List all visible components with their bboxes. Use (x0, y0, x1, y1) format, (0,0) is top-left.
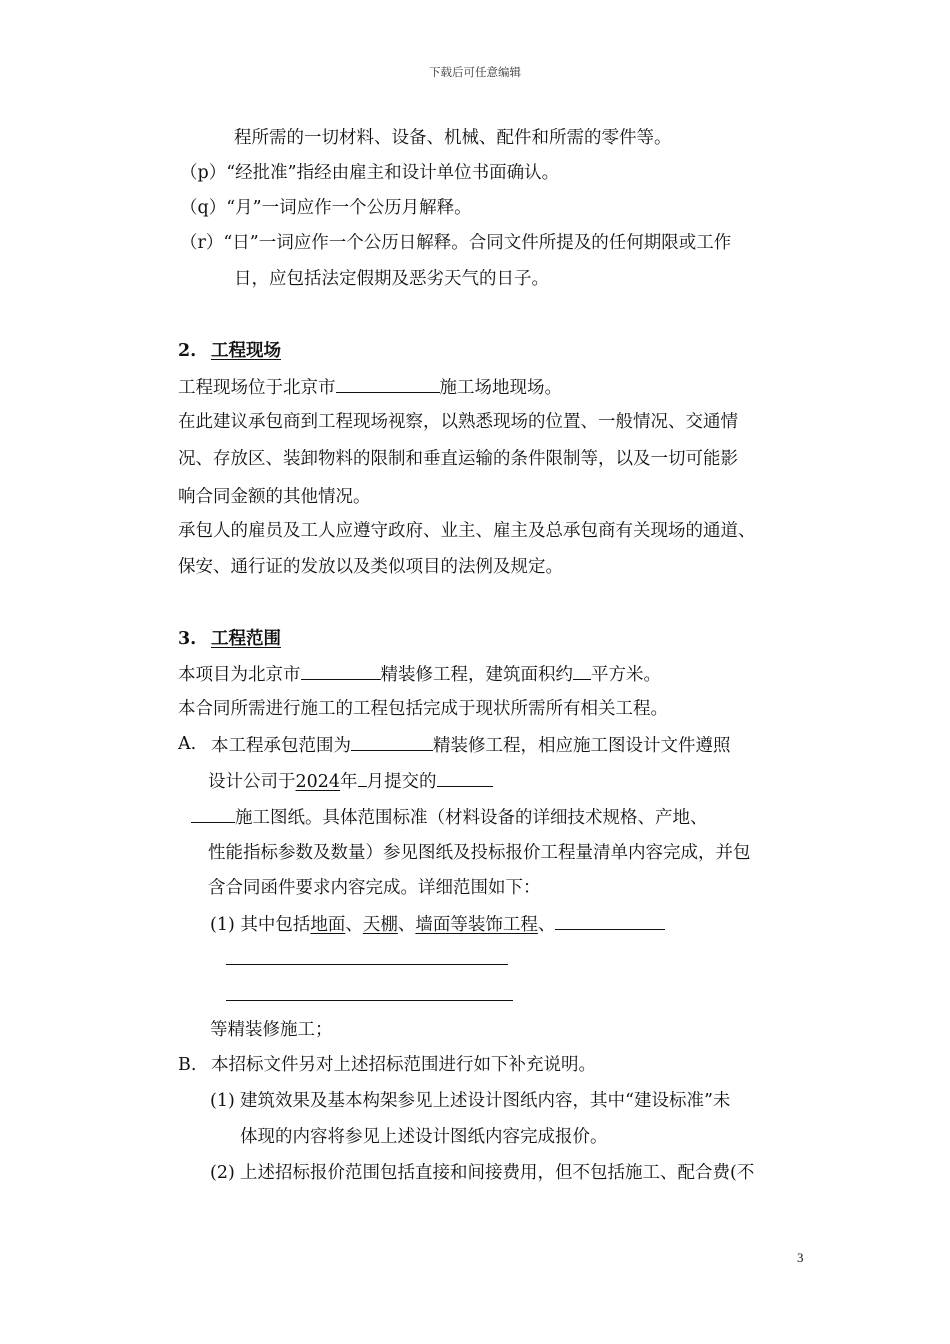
item-a-line-2 (208, 768, 493, 794)
item-a-text: 本工程承包范围为 (211, 736, 351, 756)
drawing-blank (437, 768, 493, 787)
wall-item: 墙面等装饰工程 (415, 915, 538, 935)
item-b1-number: (1) (210, 1091, 235, 1111)
section-3-scope-intro: 本合同所需进行施工的工程包括完成于现状所需所有相关工程。 (178, 699, 668, 719)
item-a1-end: 等精装修施工； (210, 1020, 333, 1040)
blank-line (226, 1000, 513, 1001)
definition-r-continuation: 日，应包括法定假期及恶劣天气的日子。 (234, 269, 549, 289)
item-a-text: 年 (340, 772, 358, 792)
item-b-line-1: 本招标文件另对上述招标范围进行如下补充说明。 (211, 1055, 596, 1075)
item-a-text: 月提交的 (366, 772, 437, 792)
item-a-line-4: 性能指标参数及数量）参见图纸及投标报价工程量清单内容完成，并包 (208, 843, 751, 863)
design-year: 2024 (295, 772, 341, 792)
separator: 、 (397, 915, 416, 935)
blank-line (226, 964, 508, 965)
item-a-line-5: 含合同函件要求内容完成。详细范围如下： (208, 878, 541, 898)
definition-continuation: 程所需的一切材料、设备、机械、配件和所需的零件等。 (234, 128, 672, 148)
definition-r: （r）“日”一词应作一个公历日解释。合同文件所提及的任何期限或工作 (180, 233, 732, 253)
section-3-project (178, 661, 661, 687)
item-a-line-1 (211, 732, 731, 758)
project-prefix: 本项目为北京市 (178, 665, 301, 685)
definition-p: （p）“经批准”指经由雇主和设计单位书面确认。 (180, 163, 560, 183)
project-suffix: 平方米。 (591, 665, 661, 685)
separator: 、 (537, 915, 556, 935)
item-a-text: 设计公司于 (208, 772, 296, 792)
item-b2-line-1: 上述招标报价范围包括直接和间接费用，但不包括施工、配合费(不 (240, 1163, 755, 1183)
item-a-line-3 (191, 804, 708, 830)
item-b1-line-1: 建筑效果及基本构架参见上述设计图纸内容，其中“建设标准”未 (240, 1091, 731, 1111)
item-a-label: A. (178, 734, 197, 754)
section-2-para-line: 响合同金额的其他情况。 (178, 487, 371, 507)
item-a1 (210, 911, 665, 937)
header-note: 下载后可任意编辑 (429, 65, 521, 79)
section-2-para-line: 在此建议承包商到工程现场视察，以熟悉现场的位置、一般情况、交通情 (178, 412, 738, 432)
item-b-label: B. (178, 1055, 197, 1075)
separator: 、 (345, 915, 363, 935)
ceiling-item: 天棚 (362, 915, 398, 935)
section-3-number: 3. (178, 629, 197, 649)
item-b1-line-2: 体现的内容将参见上述设计图纸内容完成报价。 (240, 1127, 608, 1147)
location-blank (336, 374, 440, 393)
location-suffix: 施工场地现场。 (439, 378, 562, 398)
item-a-text: 施工图纸。具体范围标准（材料设备的详细技术规格、产地、 (235, 808, 708, 828)
project-middle: 精装修工程，建筑面积约 (380, 665, 573, 685)
item-a-text: 精装修工程，相应施工图设计文件遵照 (433, 736, 731, 756)
additional-scope-blank (555, 911, 665, 930)
section-2-para-line: 保安、通行证的发放以及类似项目的法例及规定。 (178, 557, 563, 577)
page-number: 3 (797, 1250, 804, 1265)
item-a1-number: (1) (210, 915, 235, 935)
section-2-number: 2. (178, 341, 197, 361)
section-3-title: 工程范围 (211, 629, 281, 649)
section-2-para-line: 承包人的雇员及工人应遵守政府、业主、雇主及总承包商有关现场的通道、 (178, 521, 756, 541)
item-a1-text: 其中包括 (240, 915, 311, 935)
area-blank (573, 661, 591, 680)
drawing-blank-cont (191, 804, 235, 823)
item-b2-number: (2) (210, 1163, 235, 1183)
location-prefix: 工程现场位于北京市 (178, 378, 336, 398)
floor-item: 地面 (310, 915, 346, 935)
month-blank (358, 768, 367, 787)
section-2-title: 工程现场 (211, 341, 281, 361)
section-2-location (178, 374, 562, 400)
section-2-para-line: 况、存放区、装卸物料的限制和垂直运输的条件限制等，以及一切可能影 (178, 449, 738, 469)
project-name-blank (301, 661, 381, 680)
scope-blank (351, 732, 433, 751)
definition-q: （q）“月”一词应作一个公历月解释。 (180, 198, 472, 218)
